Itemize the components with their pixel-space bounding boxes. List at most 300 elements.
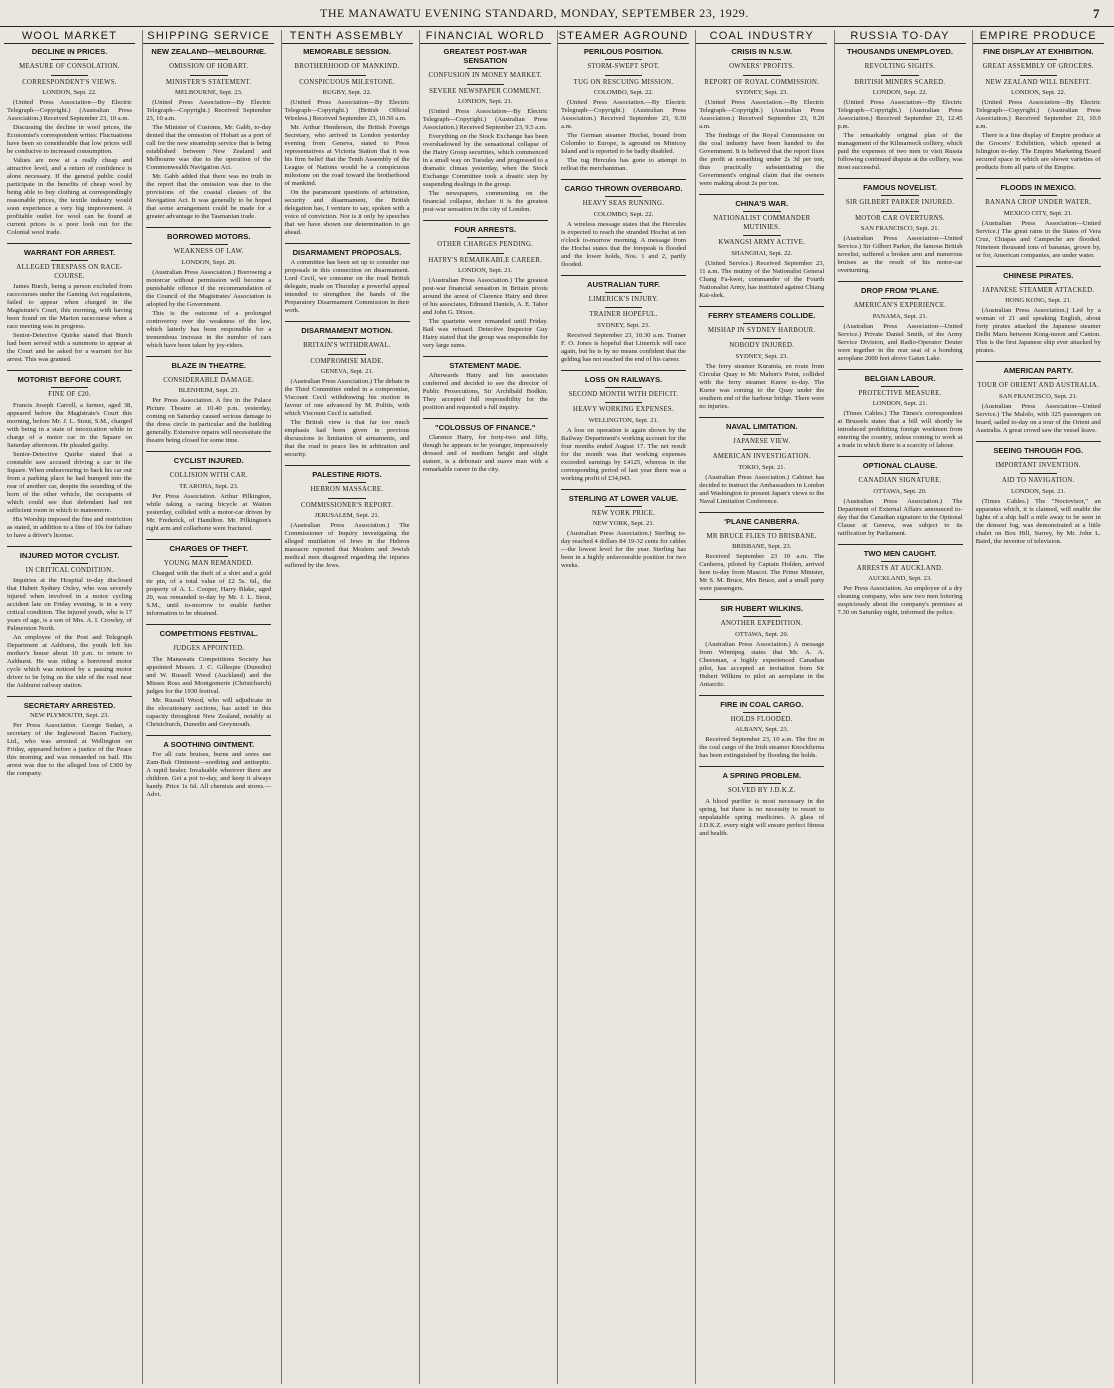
paragraph: On the paramount questions of arbitration, security and disarmament, the British delegation has, I venture to say, spoken with a voice of conviction. Nor is it only by speeches that we have shown our determination to go ahead. — [284, 189, 410, 236]
column-kicker: TENTH ASSEMBLY — [282, 30, 413, 44]
headline: CHINA'S WAR. — [735, 199, 789, 208]
dateline: BRISBANE, Sept. 23. — [732, 543, 792, 550]
article — [976, 361, 1101, 435]
article-body — [699, 363, 824, 411]
headline-divider — [328, 354, 366, 355]
headline-divider — [190, 59, 228, 60]
headline-divider — [467, 253, 505, 254]
article-divider — [146, 356, 271, 357]
article — [7, 546, 132, 691]
headline: SEEING THROUGH FOG. — [993, 445, 1084, 455]
headline: DISARMAMENT MOTION. — [301, 326, 393, 335]
article — [976, 266, 1101, 356]
headline: STATEMENT MADE. — [449, 361, 522, 370]
headline-divider — [190, 244, 228, 245]
subheadline: CANADIAN SIGNATURE. — [858, 477, 942, 484]
paragraph: Mr. Arthur Henderson, the British Foreign Secretary, who arrived in London yesterday evening from Geneva, stated to Press representatives at Victoria Station that it was his firm belief that the Tenth Assembly of the League of Nations would be a conspicuous milestone on the road toward the brotherhood of mankind. — [284, 124, 410, 187]
article-divider — [285, 465, 410, 466]
headline: FINE DISPLAY AT EXHIBITION. — [982, 47, 1094, 56]
article-divider — [285, 321, 410, 322]
subheadline: MOTOR CAR OVERTURNS. — [855, 214, 945, 222]
subheadline: ANOTHER EXPEDITION. — [720, 620, 803, 627]
subheadline: AID TO NAVIGATION. — [1001, 477, 1075, 484]
subheadline: SECOND MONTH WITH DEFICIT. — [568, 390, 679, 398]
headline-divider — [1020, 195, 1058, 196]
subheadline: CONSIDERABLE DAMAGE. — [163, 376, 255, 384]
headline: PALESTINE RIOTS. — [312, 470, 382, 479]
subheadline: AMERICAN'S EXPERIENCE. — [853, 302, 947, 309]
headline: INJURED MOTOR CYCLIST. — [19, 550, 120, 560]
article — [7, 47, 132, 237]
paragraph: Clarence Hatry, for forty-two and fifty, though he appears to be younger, impressively dressed and of medium height and slight stature, is a debonair and suave man with a remarkable career in the city. — [422, 434, 548, 473]
article — [146, 539, 271, 619]
subheadline: BRITISH MINERS SCARED. — [854, 78, 946, 86]
headline: BELGIAN LABOUR. — [864, 373, 936, 383]
subheadline: SEVERE NEWSPAPER COMMENT. — [429, 87, 542, 95]
column-kicker: EMPIRE PRODUCE — [973, 30, 1104, 44]
dateline: JERUSALEM, Sept. 21. — [314, 512, 380, 519]
paragraph: (Australian Press Association.) Sterling to-day reached 4 dollars 84 19-32 cents for cables—the lowest level for the year. Sterling has been in a highly unfavourable position for two weeks. — [561, 530, 686, 569]
dateline: COLOMBO, Sept. 22. — [593, 210, 654, 218]
paragraph: (Australian Press Association—United Service.) Sir Gilbert Parker, the famous British novelist, suffered a broken arm and numerous bruises as the result of his motor-car overturning. — [837, 235, 963, 274]
paragraph: (Australian Press Association.) The Commissioner of Inquiry investigating the alleged mutilation of Jews in the Hebron massacre reported that Moslem and Jewish medical men disagreed regarding the injuries suffered by the Jews. — [284, 522, 410, 569]
dateline: COLOMBO, Sept. 22. — [593, 89, 654, 96]
article-divider — [699, 306, 824, 307]
headline-divider — [190, 373, 228, 374]
subheadline: ARRESTS AT AUCKLAND. — [856, 564, 944, 572]
subheadline: HEAVY WORKING EXPENSES. — [573, 406, 674, 413]
article-body — [7, 99, 132, 237]
article-body — [699, 553, 824, 593]
article-divider — [699, 766, 824, 767]
subheadline: WEAKNESS OF LAW. — [173, 248, 244, 255]
subheadline: NEW ZEALAND WILL BENEFIT. — [985, 78, 1092, 86]
column-2 — [142, 30, 274, 1384]
paragraph: Mr. Russell Wood, who will adjudicate in the elocutionary sections, has acted in this capacity throughout New Zealand, notably at Christchurch, Dunedin and Greymouth. — [146, 696, 272, 728]
dateline: LONDON, Sept. 21. — [458, 267, 513, 274]
subheadline: TOUR OF ORIENT AND AUSTRALIA. — [977, 382, 1100, 389]
article — [838, 281, 963, 363]
article — [699, 47, 824, 188]
subheadline: REPORT OF ROYAL COMMISSION. — [704, 78, 820, 86]
subheadline: COLLISION WITH CAR. — [169, 472, 248, 479]
column-kicker: STEAMER AGROUND — [558, 30, 689, 42]
article — [423, 47, 548, 214]
paragraph: (Australian Press Association.) Cabinet has decided to instruct the Ambassadors in London and Washington to present Japan's views to the Naval Limitation Conference. — [699, 473, 825, 505]
paragraph: Inquiries at the Hospital to-day disclosed that Hubert Sydney Oxley, who was severely injured when involved in a motor cycling accident late on Friday evening, is in a very critical condition. The injured youth, who is 17 years of age, is a son of Mrs. A. I. Crowley, of Palmerston North. — [7, 577, 132, 632]
headline-divider — [328, 59, 366, 60]
headline: COMPETITIONS FESTIVAL. — [159, 629, 258, 638]
subheadline: JAPANESE VIEW. — [733, 437, 791, 445]
dateline: LONDON, Sept. 22. — [42, 89, 97, 96]
paragraph: Charged with the theft of a shirt and a gold tie pin, of a total value of £2 5s. 6d., the property of A. L. Cooper, Harry Blake, aged 20, was remanded to-day by Mr. J. L. Stout, S.M., until to-morrow to enable further information to be obtained. — [146, 570, 272, 617]
article — [838, 544, 963, 618]
subheadline: AMERICAN INVESTIGATION. — [712, 453, 811, 460]
headline-divider — [1020, 75, 1058, 76]
article — [976, 178, 1101, 260]
headline-divider — [328, 498, 366, 499]
subheadline: MISHAP IN SYDNEY HARBOUR. — [708, 326, 816, 334]
paragraph: (United Press Association.—By Electric Telegraph—Copyright.) (Australian Press Association.) Received September 23, 9.30 a.m. — [561, 99, 686, 130]
column-7 — [834, 30, 966, 1384]
subheadline: NEW YORK PRICE. — [591, 509, 656, 517]
paragraph: Values are now at a really cheap and attractive level, and a return of confidence is alone necessary. If the general public could participate in the benefits of cheap wool by being able to buy clothing at correspondingly reasonable prices, the textile industry would soon experience a very big improvement. A profitable outlet for wool can be found at current prices is a poor look out for the Colonial wool trade. — [7, 157, 132, 236]
dateline: PANAMA, Sept. 21. — [872, 312, 928, 320]
headline-divider — [605, 307, 643, 308]
article-divider — [976, 266, 1101, 267]
headline-divider — [743, 338, 781, 339]
article — [561, 370, 686, 483]
article — [561, 489, 686, 571]
newspaper-columns — [4, 30, 1110, 1384]
paragraph: There is a fine display of Empire produce at the Grocers' Exhibition, which opened at Islington to-day. The Empire Marketing Board secured space in which are shown varieties of products from all parts of the Empire. — [975, 132, 1101, 171]
headline: PERILOUS POSITION. — [583, 47, 664, 56]
headline: "COLOSSUS OF FINANCE." — [435, 423, 536, 432]
dateline: NEW PLYMOUTH, Sept. 23. — [29, 712, 110, 719]
headline: TWO MEN CAUGHT. — [863, 548, 937, 558]
paragraph: Discussing the decline in wool prices, the Economist's correspondent writes: Fluctuations have been so considerable that low prices will be conducive to increased consumption. — [7, 124, 132, 155]
subheadline: CONFUSION IN MONEY MARKET. — [428, 72, 543, 79]
dateline: LONDON, Sept. 20. — [181, 258, 236, 266]
headline: FIRE IN COAL CARGO. — [720, 699, 804, 709]
article-body — [146, 269, 271, 350]
paragraph: (Times Cables.) The Times's correspondent at Brussels states that a bill will shortly be introduced prohibiting foreign workmen from entering the country, unless coming to work at a trade in which there is a scarcity of labour. — [837, 410, 963, 449]
headline-divider — [51, 260, 89, 261]
headline-divider — [605, 506, 643, 507]
article-body — [561, 332, 686, 364]
subheadline: LIMERICK'S INJURY. — [588, 295, 659, 303]
article-body — [561, 530, 686, 570]
article-body — [285, 522, 410, 570]
paragraph: (Australian Press Association—United Service.) The great rains in the States of Vera Cruz, Chiapas and Campeche are flooded. Nineteen thousand tons of bananas, grown by, or for, American companies, are under water. — [975, 219, 1101, 259]
article — [699, 695, 824, 761]
subheadline: OWNERS' PROFITS. — [729, 63, 795, 70]
headline-divider — [743, 529, 781, 530]
headline-divider — [881, 298, 919, 299]
paragraph: (United Press Association—By Electric Telegraph—Copyright.) (Australian Press Association.) Received September 23, 10.0 a.m. — [975, 99, 1101, 130]
article — [146, 624, 271, 729]
article-divider — [561, 370, 686, 371]
paragraph: (Australian Press Association.) A message from Winnipeg states that Mr. A. A. Cheesman, a highly experienced Canadian pilot, has accepted an invitation from Sir Hubert Wilkins to pilot an aeroplane in the Antarctic. — [699, 640, 825, 688]
dateline: BLENHEIM, Sept. 23. — [178, 387, 240, 394]
headline: MEMORABLE SESSION. — [303, 47, 391, 56]
subheadline: MINISTER'S STATEMENT. — [166, 78, 252, 86]
page-number: 7 — [1093, 6, 1100, 21]
column-kicker: RUSSIA TO-DAY — [835, 30, 966, 44]
article — [285, 321, 410, 459]
subheadline: MR BRUCE FLIES TO BRISBANE. — [706, 532, 817, 540]
headline-divider — [605, 402, 643, 403]
paragraph: (United Press Association—By Electric Telegraph—Copyright.) (British Official Wireless.) Received September 23, 10.50 a.m. — [284, 99, 410, 122]
article — [838, 369, 963, 451]
article-body — [7, 577, 132, 690]
article — [838, 47, 963, 172]
column-3 — [281, 30, 413, 1384]
headline: SECRETARY ARRESTED. — [23, 701, 116, 710]
headline: OPTIONAL CLAUSE. — [862, 461, 938, 470]
headline-divider — [881, 386, 919, 387]
dateline: LONDON, Sept. 21. — [1011, 487, 1066, 495]
headline: AMERICAN PARTY. — [1003, 366, 1073, 375]
article-body — [838, 585, 963, 617]
headline: DISARMAMENT PROPOSALS. — [292, 248, 402, 257]
article-body — [976, 403, 1101, 435]
article — [146, 47, 271, 221]
article-body — [561, 427, 686, 483]
headline: A SPRING PROBLEM. — [722, 771, 802, 780]
article-body — [423, 434, 548, 474]
paragraph: Received September 23 10 a.m. The Canberra, piloted by Captain Holden, arrived here to-day from Mascot. The Prime Minister, Mr S. M. Bruce, Mrs Bruce, and a small party were passengers. — [699, 553, 825, 592]
subheadline: KWANGSI ARMY ACTIVE. — [718, 239, 806, 246]
subheadline: PROTECTIVE MEASURE. — [858, 389, 942, 397]
subheadline: YOUNG MAN REMANDED. — [163, 559, 254, 567]
article — [838, 178, 963, 275]
article — [699, 194, 824, 300]
subheadline: SIR GILBERT PARKER INJURED. — [845, 199, 955, 206]
article-divider — [838, 178, 963, 179]
paragraph: The Minister of Customs, Mr. Gabb, to-day denied that the omission of Hobart as a port of call for the new steamship service that is being established between New Zealand and Melbourne was due to the operation of the Commonwealth Navigation Act. — [146, 124, 272, 171]
headline: NEW ZEALAND—MELBOURNE. — [151, 47, 267, 56]
headline: CRISIS IN N.S.W. — [731, 47, 793, 56]
dateline: WELLINGTON, Sept. 21. — [588, 416, 659, 424]
article-divider — [976, 178, 1101, 179]
subheadline: STORM-SWEPT SPOT. — [587, 63, 660, 70]
headline: BLAZE IN THEATRE. — [171, 360, 247, 370]
paragraph: (Australian Press Association.) Led by a woman of 21 and speaking English, about forty pirates attacked the Japanese steamer Delhi Maru between Kong-moon and Canton. This is the first Japanese ship ever attacked by pirates. — [975, 307, 1101, 354]
subheadline: HEBRON MASSACRE. — [310, 486, 384, 493]
paragraph: Afterwards Hatry and his associates conferred and decided to see the director of Public Prosecutions, Sir Archibald Bodkin. They accepted full responsibility for the position and requested a full inquiry. — [422, 372, 548, 411]
column-kicker: SHIPPING SERVICE — [143, 30, 274, 44]
headline-divider — [467, 84, 505, 85]
subheadline: IN CRITICAL CONDITION. — [25, 566, 114, 574]
article-divider — [561, 179, 686, 180]
article-body — [285, 99, 410, 237]
paragraph: A wireless message states that the Hercules is expected to reach the stranded Hochst at ten o'clock to-morrow morning. A message from the Hochst states that the forepeak is flooded and the lower holds, Nos. 1 and 2, partly flooded. — [561, 220, 686, 268]
article — [976, 441, 1101, 546]
paragraph: The findings of the Royal Commission on the coal industry have been handed to the Government. It is believed that the report fixes the profit at something under 2s 3d per ton, thus practically substantiating the Government's original claim that the owners were making about 2s per ton. — [699, 132, 825, 187]
column-kicker: COAL INDUSTRY — [696, 30, 827, 44]
article-divider — [699, 512, 824, 513]
subheadline: MEASURE OF CONSOLATION. — [19, 63, 120, 70]
article — [146, 227, 271, 350]
dateline: NEW YORK, Sept. 21. — [592, 520, 655, 527]
article-body — [976, 220, 1101, 260]
paragraph: A blood purifier is most necessary in the spring, but there is no necessity to resort to unpalatable spring medicines. A glass of J.D.K.Z. every night will ensure perfect fitness and health. — [699, 797, 825, 837]
article-divider — [146, 624, 271, 625]
article — [699, 766, 824, 838]
paragraph: (United Press Association—By Electric Telegraph—Copyright.) Received September 23, 10 a.m. — [146, 99, 272, 122]
paragraph: Received September 23, 10 a.m. The fire in the coal cargo of the Irish steamer Knockfierna has been extinguished by flooding the holds. — [699, 736, 825, 759]
article-body — [838, 410, 963, 450]
article-divider — [699, 599, 824, 600]
headline-divider — [743, 235, 781, 236]
article — [7, 370, 132, 540]
article — [699, 417, 824, 506]
headline-divider — [881, 561, 919, 562]
headline: A SOOTHING OINTMENT. — [163, 739, 255, 749]
headline: CHARGES OF THEFT. — [169, 543, 248, 553]
paragraph: A loss on operation is again shown by the Railway Department's working account for the four months ended August 17. The net result for the month was that working expenses exceeded earnings by £4125, whereas in the corresponding period of last year there was a working profit of £34,043. — [561, 426, 686, 482]
headline: FOUR ARRESTS. — [454, 225, 517, 234]
article-body — [146, 570, 271, 618]
paragraph: (Australian Press Association—United Service.) Private Daniel Smith, of the Army Service Division, and Radio-Operator Deuter were together in the rear seat of a bombing aeroplane 2000 feet above Gatun Lake. — [837, 322, 963, 362]
article-divider — [423, 356, 548, 357]
paragraph: For all cuts bruises, burns and sores use Zam-Buk Ointment—soothing and antiseptic. A rapid healer. Invaluable wherever there are children. Get a pot to-day, and keep it always handy. Price 1s 6d. All chemists and stores.—Advt. — [146, 750, 272, 798]
article-body — [699, 99, 824, 188]
article-divider — [838, 544, 963, 545]
subheadline: TRAINER HOPEFUL. — [589, 311, 658, 318]
article-divider — [146, 539, 271, 540]
article — [561, 47, 686, 173]
article-body — [285, 259, 410, 315]
article-body — [423, 108, 548, 214]
article-divider — [146, 227, 271, 228]
paragraph: The ferry steamer Kuramia, en route from Circular Quay to Mc Mahon's Point, collided with the ferry steamer Kuree to-day. The Kuree was coming to the Quay under the southern end of the harbour bridge. There were no injuries. — [699, 362, 825, 410]
headline-divider — [743, 59, 781, 60]
column-1 — [4, 30, 135, 1384]
headline-divider — [743, 783, 781, 784]
headline-divider — [328, 338, 366, 339]
article — [699, 599, 824, 689]
article-body — [285, 378, 410, 459]
headline-divider — [190, 468, 228, 469]
paragraph: (Times Cables.) The "Noctovisor," an apparatus which, it is claimed, will enable the lights of a ship half a mile away to be seen in the densest fog, was demonstrated at a little chalet on Box Hill, Surrey, by Mr. John L. Baird, the inventor of television. — [975, 497, 1101, 545]
headline: STERLING AT LOWER VALUE. — [568, 493, 679, 503]
article-body — [699, 474, 824, 506]
article-body — [146, 99, 271, 221]
article-divider — [7, 370, 132, 371]
dateline: ALBANY, Sept. 23. — [735, 726, 789, 733]
headline-divider — [1020, 378, 1058, 379]
article-body — [146, 751, 271, 799]
paragraph: (Australian Press Association—United Service.) The Malolo, with 325 passengers on board, sailed to-day on a tour of the Orient and Australia. A great crowd saw the vessel leave. — [975, 402, 1101, 434]
article-body — [561, 221, 686, 269]
paragraph: Mr. Gabb added that there was no truth in the report that the omission was due to the provisions of the coastal clauses of the Navigation Act. It was generally to be hoped that some arrangement could be made for a greater advantage to the Tasmanian trade. — [146, 173, 272, 220]
headline: AUSTRALIAN TURF. — [587, 279, 660, 289]
headline-divider — [51, 59, 89, 60]
subheadline: HOLDS FLOODED. — [730, 715, 793, 723]
headline-divider — [190, 556, 228, 557]
article — [699, 306, 824, 411]
subheadline: TUG ON RESCUING MISSION. — [573, 78, 674, 86]
article — [838, 456, 963, 538]
subheadline: FINE OF £20. — [48, 391, 91, 398]
paragraph: The tug Hercules has gone to attempt to refloat the merchantman. — [561, 157, 686, 172]
paragraph: This is the outcome of a prolonged controversy over the weakness of the law, which latterly has been responsible for a tremendous increase in the number of cars which have been taken by joy-riders. — [146, 309, 272, 349]
subheadline: BANANA CROP UNDER WATER. — [985, 199, 1092, 206]
dateline: LONDON, Sept. 21. — [872, 400, 928, 407]
dateline: OTTAWA, Sept. 20. — [873, 487, 927, 495]
paragraph: Everything on the Stock Exchange has been overshadowed by the sensational collapse of the Hatry Group securities, which commenced in a small way on Tuesday and progressed to a dramatic climax yesterday, when the Stock Exchange Committee took a drastic step by suspending dealings in the group. — [422, 133, 548, 188]
article — [285, 243, 410, 315]
article-divider — [838, 369, 963, 370]
headline-divider — [1020, 59, 1058, 60]
article-body — [561, 99, 686, 173]
headline: CHINESE PIRATES. — [1003, 270, 1074, 280]
column-kicker: WOOL MARKET — [4, 30, 135, 44]
article-divider — [561, 275, 686, 276]
paragraph: The remarkably original plan of the management of the Kilmarnock colliery, which paid the expenses of two men to visit Russia following continued dispute at the colliery, was most successful. — [837, 132, 963, 171]
subheadline: IMPORTANT INVENTION. — [995, 461, 1081, 469]
dateline: SHANGHAI, Sept. 22. — [731, 249, 793, 257]
paragraph: (Australian Press Association.) The greatest post-war financial sensation in Britain pivots around the arrest of Clarence Hatry and three of his associates, Edmund Daniels, A. E. Tabor and John G. Dixon. — [422, 277, 548, 316]
headline: LOSS ON RAILWAYS. — [584, 374, 663, 384]
dateline: SYDNEY, Sept. 23. — [735, 89, 788, 96]
article-body — [838, 498, 963, 538]
article-body — [699, 260, 824, 300]
article-body — [976, 99, 1101, 172]
paragraph: (Australian Press Association.) The Department of External Affairs announced to-day that the Canadian signature to the Optional Clause at Geneva, was subject to its ratification by Parliament. — [837, 497, 963, 537]
headline: 'PLANE CANBERRA. — [724, 516, 800, 526]
dateline: SYDNEY, Sept. 23. — [597, 321, 650, 329]
article-divider — [699, 695, 824, 696]
paragraph: (United Service.) Received September 23, 11 a.m. The mutiny of the Nationalist General Chang Fa-kwei, commander of the Fourth Nationalist Army, has instituted against Chiang Kai-shek. — [699, 259, 825, 299]
article-divider — [423, 418, 548, 419]
article-divider — [699, 417, 824, 418]
article-body — [838, 99, 963, 172]
headline-divider — [605, 196, 643, 197]
paragraph: Received September 23, 10.30 a.m. Trainer F. O. Jones is hopeful that Limerick will race again, but he is by no means confident that the gelding has not reached the end of his career. — [561, 331, 686, 363]
headline-divider — [881, 473, 919, 474]
paragraph: Per Press Association. George Sudari, a secretary of the Inglewood Bacon Factory, Ltd., who was arrested at Wellington on Friday, appeared before a justice of the Peace this morning and was remanded on bail. His arrest was due to the alleged loss of £300 by the company. — [7, 722, 132, 777]
paragraph: Senior-Detective Quirke stated that a constable saw accused driving a car in the Square. When endeavouring to back his car out from a parking place he had bumped into the rear of another car, despite the sounding of the horn of the other vehicle, the occupants of which could see that defendant had not sufficient room in which to manoeuvre. — [7, 450, 132, 514]
column-6 — [695, 30, 827, 1384]
headline-divider — [467, 237, 505, 238]
dateline: AUCKLAND, Sept. 23. — [868, 575, 932, 582]
headline: WARRANT FOR ARREST. — [23, 248, 116, 257]
headline-divider — [1020, 458, 1058, 459]
headline-divider — [743, 616, 781, 617]
subheadline: ALLEGED TRESPASS ON RACE-COURSE. — [16, 264, 123, 280]
dateline: SAN FRANCISCO, Sept. 21. — [999, 392, 1078, 400]
dateline: TE AROHA, Sept. 23. — [179, 482, 239, 490]
dateline: LONDON, Sept. 21. — [458, 98, 513, 105]
headline-divider — [605, 292, 643, 293]
article-body — [699, 641, 824, 689]
article — [561, 179, 686, 269]
headline: CYCLIST INJURED. — [173, 456, 244, 465]
headline-divider — [605, 59, 643, 60]
paragraph: (United Press Association—By Electric Telegraph—Copyright.) (Australian Press Association.) Received September 23, 9.5 a.m. — [422, 108, 548, 131]
headline-divider — [743, 449, 781, 450]
article — [561, 275, 686, 364]
headline: SIR HUBERT WILKINS. — [720, 604, 804, 613]
subheadline: COMPROMISE MADE. — [310, 357, 384, 365]
dateline: GENEVA, Sept. 21. — [320, 368, 374, 375]
paragraph: (United Press Association.—By Electric Telegraph—Copyright.) (Australian Press Association.) Received September 23, 9.20 a.m. — [699, 99, 825, 130]
headline-divider — [743, 75, 781, 76]
paragraph: James Burch, being a person excluded from racecourses under the Gaming Act regulations, failed to appear when charged in the Magistrate's Court, this morning, with having been found on the Marton racecourse when a race meeting was in progress. — [7, 283, 132, 330]
paragraph: Francis Joseph Carroll, a farmer, aged 38, appeared before the Magistrate's Court this morning, before Mr. J. L. Stout, S.M., charged with being in a state of intoxication while in charge of a motor car in the Square on Saturday afternoon. He pleaded guilty. — [7, 401, 132, 449]
headline-divider — [881, 211, 919, 212]
subheadline: NOBODY INJURED. — [729, 342, 795, 349]
article-body — [423, 277, 548, 350]
subheadline: BROTHERHOOD OF MANKIND. — [294, 63, 400, 70]
article-divider — [561, 489, 686, 490]
headline: NAVAL LIMITATION. — [726, 421, 798, 431]
subheadline: CONSPICUOUS MILESTONE. — [299, 78, 395, 86]
headline: FLOODS IN MEXICO. — [1000, 183, 1077, 192]
subheadline: JUDGES APPOINTED. — [173, 645, 245, 652]
dateline: LONDON, Sept. 22. — [1011, 89, 1066, 96]
article-body — [146, 397, 271, 445]
headline-divider — [51, 387, 89, 388]
paragraph: (United Press Association—By Electric Telegraph—Copyright.) (Australian Press Association.) Received September 23, 12.45 p.m. — [837, 99, 963, 130]
headline: FERRY STEAMERS COLLIDE. — [708, 310, 816, 320]
subheadline: HEAVY SEAS RUNNING. — [582, 200, 665, 207]
article-body — [976, 498, 1101, 546]
headline-divider — [51, 563, 89, 564]
